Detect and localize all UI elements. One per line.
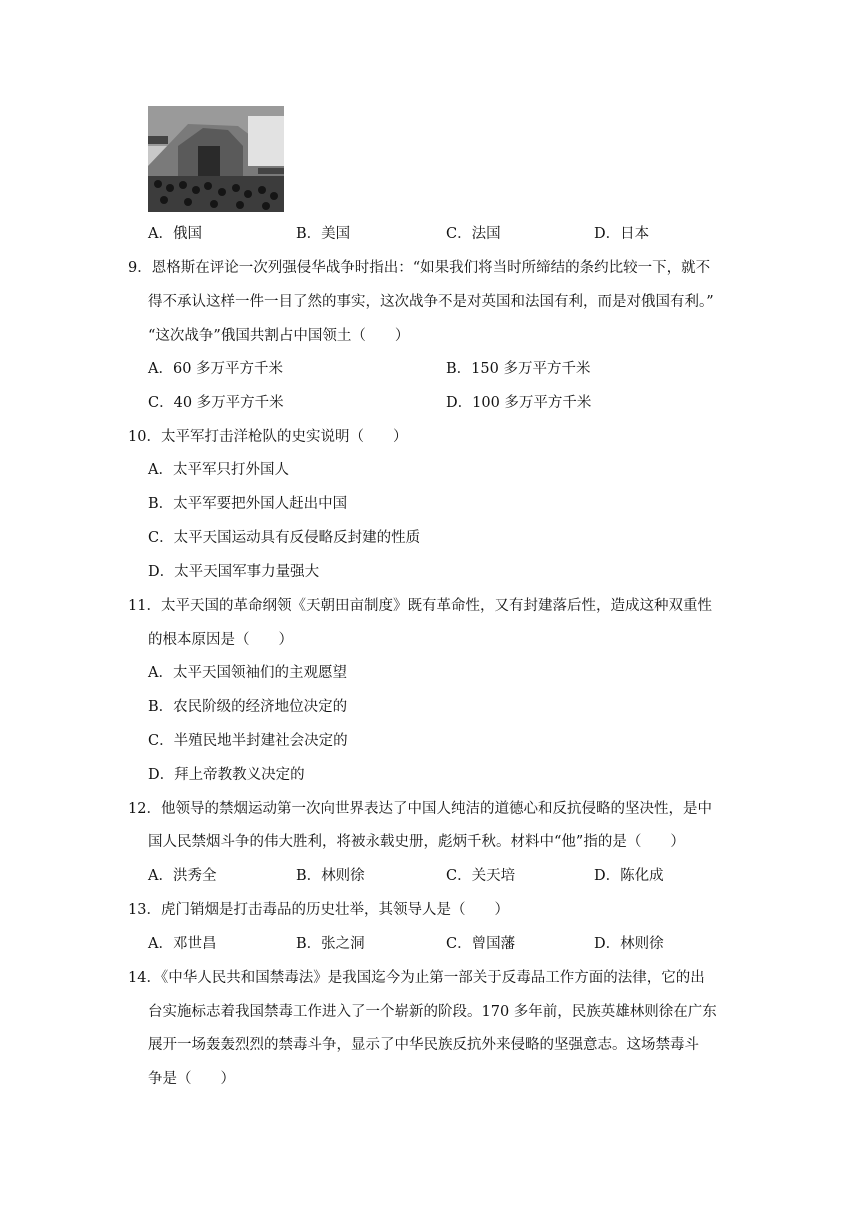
q10-option-a: A．太平军只打外国人	[148, 462, 289, 478]
q9-option-d: D．100 多万平方千米	[446, 395, 592, 411]
q8-option-d: D．日本	[594, 226, 650, 242]
q14-stem-line-4: 争是（ ）	[148, 1071, 235, 1087]
q8-option-c: C．法国	[446, 226, 501, 242]
q13-option-d: D．林则徐	[594, 936, 664, 952]
q11-stem-line-1: 11．太平天国的革命纲领《天朝田亩制度》既有革命性，又有封建落后性，造成这种双重性	[128, 598, 712, 614]
q13-option-a: A．邓世昌	[148, 936, 217, 952]
q12-option-d: D．陈化成	[594, 868, 664, 884]
q9-stem-line-2: 得不承认这样一件一目了然的事实，这次战争不是对英国和法国有利，而是对俄国有利。”	[148, 294, 714, 310]
q10-stem: 10．太平军打击洋枪队的史实说明（ ）	[128, 429, 408, 445]
q11-stem-line-2: 的根本原因是（ ）	[148, 632, 293, 648]
q12-option-b: B．林则徐	[296, 868, 365, 884]
q10-option-b: B．太平军要把外国人赶出中国	[148, 496, 348, 512]
q9-option-a: A．60 多万平方千米	[148, 361, 284, 377]
q12-option-a: A．洪秀全	[148, 868, 217, 884]
q11-option-d: D．拜上帝教教义决定的	[148, 767, 305, 783]
q12-option-c: C．关天培	[446, 868, 516, 884]
historical-photo	[148, 106, 284, 212]
q14-stem-line-3: 展开一场轰轰烈烈的禁毒斗争，显示了中华民族反抗外来侵略的坚强意志。这场禁毒斗	[148, 1037, 699, 1053]
q11-option-b: B．农民阶级的经济地位决定的	[148, 699, 348, 715]
q11-option-c: C．半殖民地半封建社会决定的	[148, 733, 348, 749]
q13-option-c: C．曾国藩	[446, 936, 516, 952]
q9-stem-line-1: 9．恩格斯在评论一次列强侵华战争时指出：“如果我们将当时所缔结的条约比较一下，就不	[128, 260, 711, 276]
q9-stem-line-3: “这次战争”俄国共割占中国领土（ ）	[148, 328, 410, 344]
q14-stem-line-1: 14．《中华人民共和国禁毒法》是我国迄今为止第一部关于反毒品工作方面的法律，它的出	[128, 970, 705, 986]
q9-option-b: B．150 多万平方千米	[446, 361, 591, 377]
q9-option-c: C．40 多万平方千米	[148, 395, 284, 411]
q10-option-d: D．太平天国军事力量强大	[148, 564, 320, 580]
q13-option-b: B．张之洞	[296, 936, 365, 952]
q12-stem-line-2: 国人民禁烟斗争的伟大胜利，将被永载史册，彪炳千秋。材料中“他”指的是（ ）	[148, 834, 685, 850]
q11-option-a: A．太平天国领袖们的主观愿望	[148, 665, 347, 681]
historical-photo-drawing	[148, 106, 284, 212]
q8-option-b: B．美国	[296, 226, 351, 242]
q13-stem: 13．虎门销烟是打击毒品的历史壮举，其领导人是（ ）	[128, 902, 509, 918]
q8-option-a: A．俄国	[148, 226, 202, 242]
q10-option-c: C．太平天国运动具有反侵略反封建的性质	[148, 530, 421, 546]
q14-stem-line-2: 台实施标志着我国禁毒工作进入了一个崭新的阶段。170 多年前，民族英雄林则徐在广东	[148, 1004, 717, 1020]
q12-stem-line-1: 12．他领导的禁烟运动第一次向世界表达了中国人纯洁的道德心和反抗侵略的坚决性，是中	[128, 801, 712, 817]
